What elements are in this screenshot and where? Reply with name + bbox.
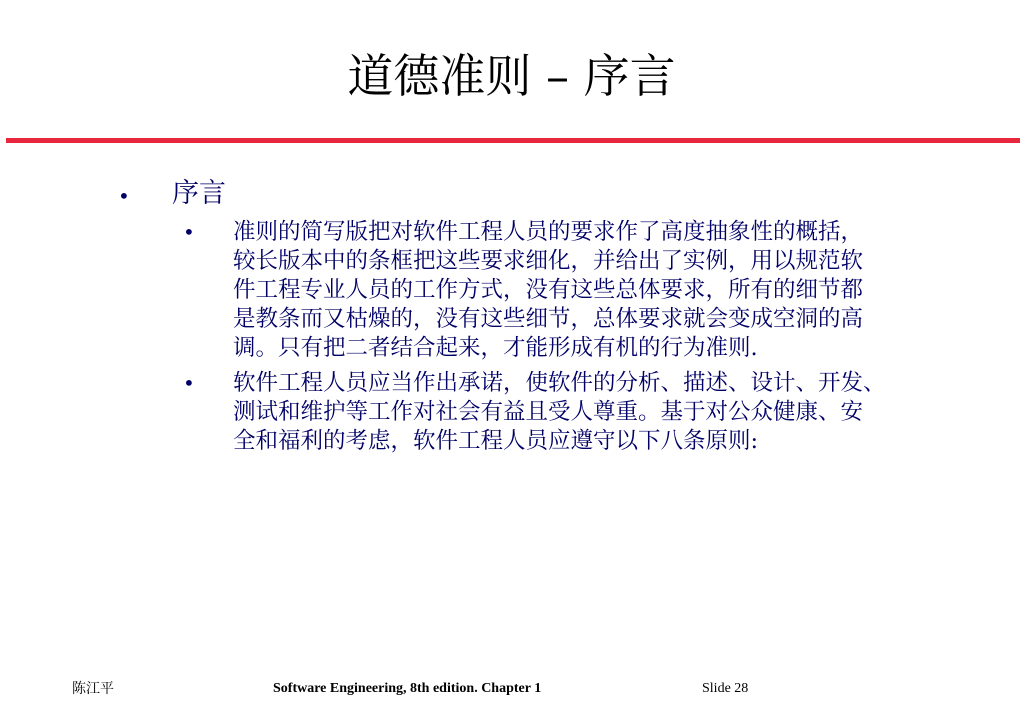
text-line: 是教条而又枯燥的，没有这些细节，总体要求就会变成空洞的高 bbox=[233, 306, 864, 332]
sub-bullet-item bbox=[183, 369, 983, 456]
title-divider bbox=[6, 138, 1020, 143]
sub-bullet-text bbox=[233, 369, 983, 456]
text-line: 件工程专业人员的工作方式，没有这些总体要求，所有的细节都 bbox=[233, 277, 864, 303]
sub-bullet-item bbox=[183, 218, 983, 363]
bullet-dot-icon: • bbox=[183, 371, 195, 395]
footer-book-title: Software Engineering, 8th edition. Chapter 1 bbox=[273, 681, 542, 696]
bullet-dot-icon: • bbox=[183, 220, 195, 244]
footer-author: 陈江平 bbox=[72, 681, 114, 697]
text-line: 全和福利的考虑，软件工程人员应遵守以下八条原则: bbox=[233, 428, 759, 454]
text-line: 测试和维护等工作对社会有益且受人尊重。基于对公众健康、安 bbox=[233, 399, 864, 425]
level1-heading: 序言 bbox=[172, 178, 226, 209]
sub-bullet-text bbox=[233, 218, 983, 363]
text-line: 软件工程人员应当作出承诺，使软件的分析、描述、设计、开发、 bbox=[233, 370, 886, 396]
text-line: 调。只有把二者结合起来，才能形成有机的行为准则. bbox=[233, 335, 758, 361]
text-line: 准则的简写版把对软件工程人员的要求作了高度抽象性的概括， bbox=[233, 219, 864, 245]
slide-title: 道德准则 – 序言 bbox=[347, 49, 676, 103]
bullet-dot-icon: • bbox=[118, 184, 130, 208]
footer-slide-number: Slide 28 bbox=[702, 681, 749, 696]
sub-bullet-list bbox=[183, 218, 983, 462]
text-line: 较长版本中的条框把这些要求细化，并给出了实例，用以规范软 bbox=[233, 248, 864, 274]
